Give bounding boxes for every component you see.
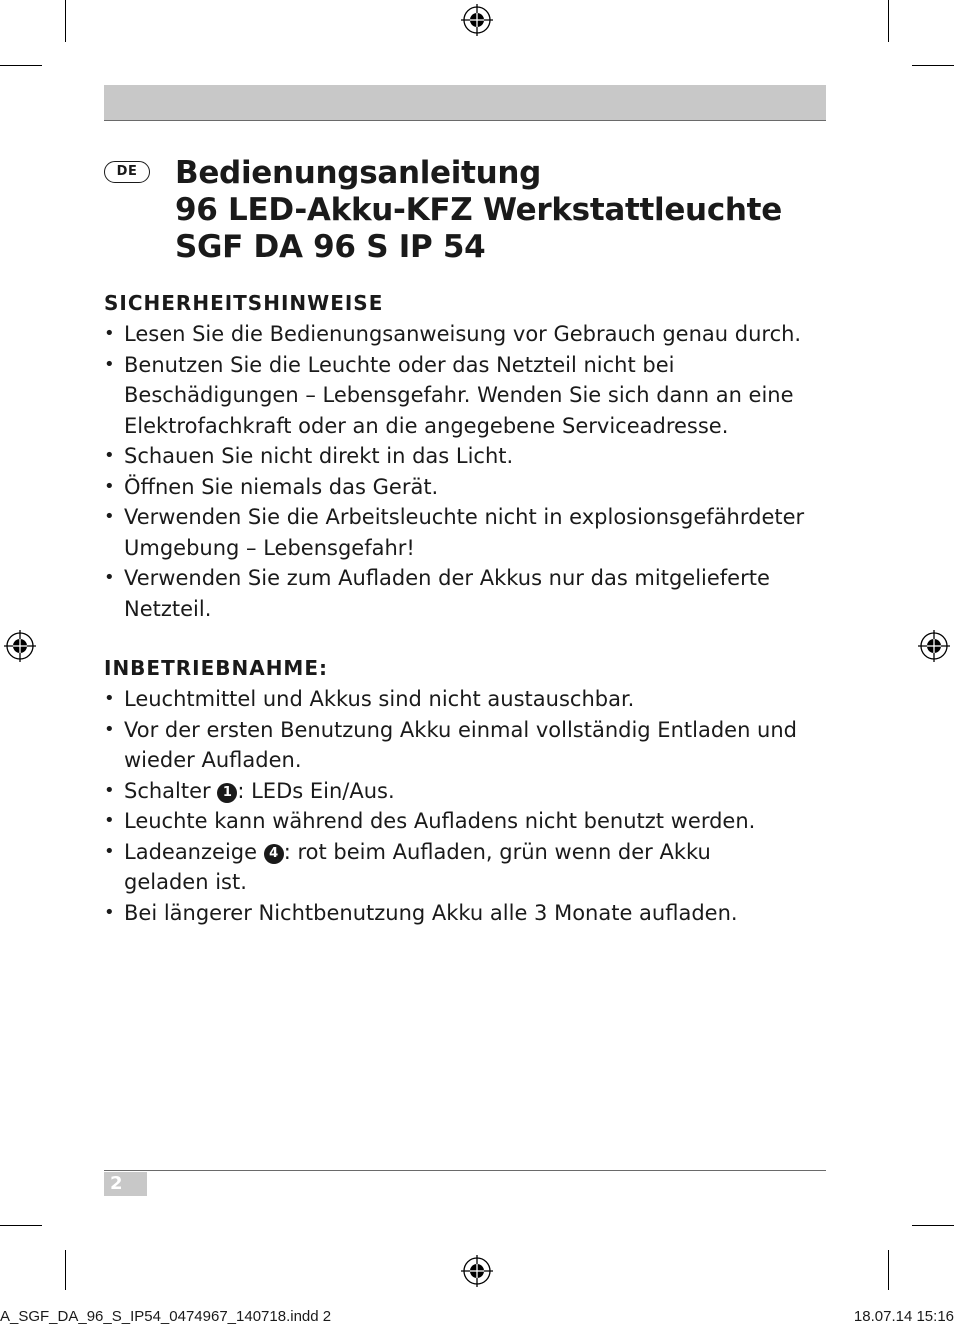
list-item: • Schauen Sie nicht direkt in das Licht.	[104, 441, 826, 472]
crop-mark	[0, 65, 42, 66]
list-item: • Leuchte kann während des Aufladens nicht benutzt werden.	[104, 806, 826, 837]
print-slug-file: A_SGF_DA_96_S_IP54_0474967_140718.indd 2	[0, 1308, 332, 1325]
list-item: • Benutzen Sie die Leuchte oder das Netzteil nicht bei Beschädigungen – Lebensgefahr. Wenden Sie sich dann an eine Elektrofachkraft oder an die angegebene Serviceadresse.	[104, 350, 826, 442]
registration-mark-icon	[461, 1255, 493, 1287]
title-line: 96 LED-Akku-KFZ Werkstattleuchte	[175, 192, 782, 228]
list-item: • Öffnen Sie niemals das Gerät.	[104, 472, 826, 503]
registration-mark-icon	[4, 630, 36, 662]
list-item: • Vor der ersten Benutzung Akku einmal vollständig Entladen und wieder Aufladen.	[104, 715, 826, 776]
page-title	[175, 155, 782, 266]
crop-mark	[65, 1250, 66, 1290]
header-bar	[104, 85, 826, 121]
crop-mark	[888, 1250, 889, 1290]
safety-list	[104, 319, 826, 624]
list-item: • Ladeanzeige 4 : rot beim Aufladen, grün wenn der Akku geladen ist.	[104, 837, 826, 898]
setup-list	[104, 684, 826, 928]
section-heading-safety: SICHERHEITSHINWEISE	[104, 291, 384, 315]
number-4-icon: 4	[264, 844, 284, 864]
print-slug-date: 18.07.14 15:16	[853, 1308, 954, 1325]
crop-mark	[888, 0, 889, 42]
number-1-icon: 1	[217, 783, 237, 803]
title-line: Bedienungsanleitung	[175, 155, 542, 191]
crop-mark	[912, 1225, 954, 1226]
list-item: • Verwenden Sie die Arbeitsleuchte nicht in explosionsgefährdeter Umgebung – Lebensgefahr!	[104, 502, 826, 563]
crop-mark	[0, 1225, 42, 1226]
registration-mark-icon	[461, 4, 493, 36]
section-heading-setup: INBETRIEBNAHME:	[104, 656, 328, 680]
crop-mark	[912, 65, 954, 66]
list-item: • Leuchtmittel und Akkus sind nicht austauschbar.	[104, 684, 826, 715]
list-item: • Lesen Sie die Bedienungsanweisung vor Gebrauch genau durch.	[104, 319, 826, 350]
title-line: SGF DA 96 S IP 54	[175, 229, 486, 265]
list-item: • Bei längerer Nichtbenutzung Akku alle 3 Monate aufladen.	[104, 898, 826, 929]
registration-mark-icon	[918, 630, 950, 662]
language-badge: DE	[104, 161, 150, 183]
list-item: • Schalter 1 : LEDs Ein/Aus.	[104, 776, 826, 807]
footer-rule	[104, 1170, 826, 1171]
list-item: • Verwenden Sie zum Aufladen der Akkus nur das mitgelieferte Netzteil.	[104, 563, 826, 624]
crop-mark	[65, 0, 66, 42]
page-number: 2	[104, 1172, 147, 1196]
